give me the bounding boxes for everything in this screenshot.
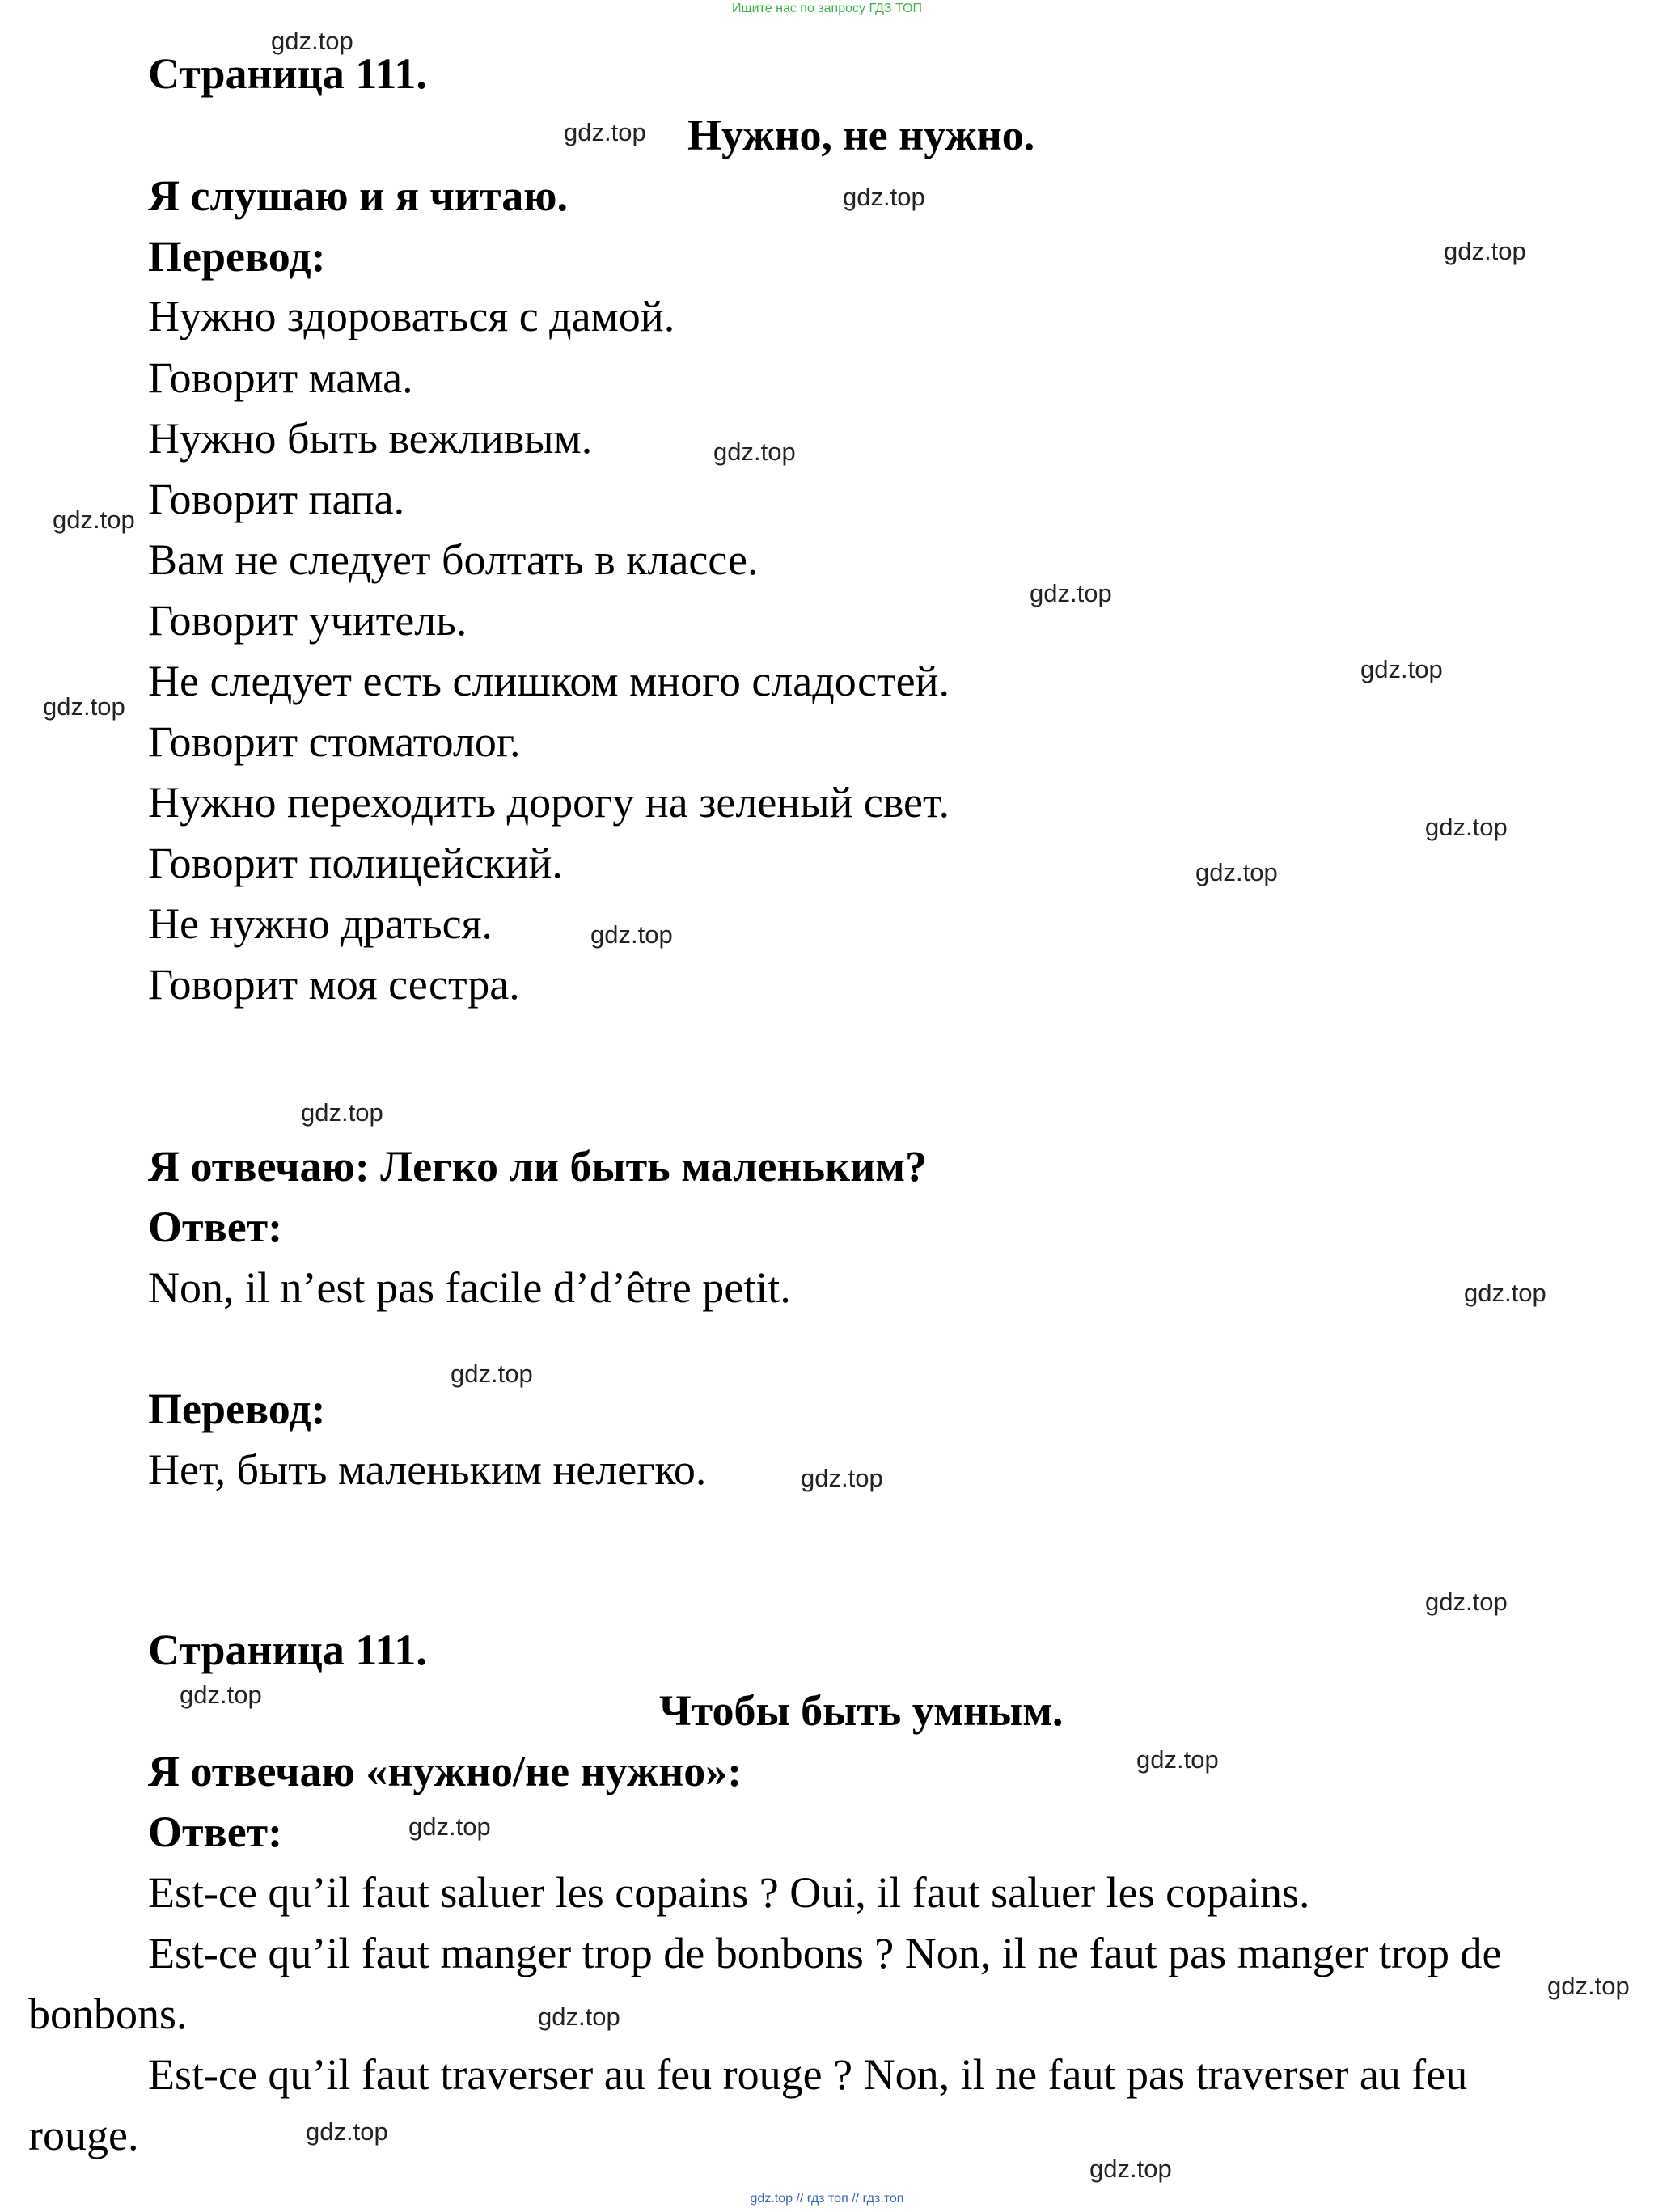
text-line: Говорит учитель. [148,596,467,645]
translation-label: Перевод: [148,232,326,281]
text-line: Говорит мама. [148,353,413,402]
subheading: Я отвечаю «нужно/не нужно»: [148,1747,742,1795]
watermark: gdz.top [713,438,796,466]
watermark: gdz.top [271,27,353,55]
subheading: Я слушаю и я читаю. [148,171,568,220]
watermark: gdz.top [1425,813,1508,841]
question-heading: Я отвечаю: Легко ли быть маленьким? [148,1142,928,1191]
text-line: Вам не следует болтать в классе. [148,535,759,584]
text-line: Говорит стоматолог. [148,717,521,766]
watermark: gdz.top [1030,579,1112,607]
page-heading: Страница 111. [148,49,427,98]
text-line: Нужно переходить дорогу на зеленый свет. [148,778,950,827]
section-title: Чтобы быть умным. [659,1686,1064,1735]
page-heading: Страница 111. [148,1626,427,1674]
text-line: Est-ce qu’il faut manger trop de bonbons ? Non, il ne faut pas manger trop de [148,1929,1502,1977]
watermark: gdz.top [1089,2155,1172,2183]
answer-text: Non, il n’est pas facile d’d’être petit. [148,1263,791,1312]
section-title: Нужно, не нужно. [687,111,1035,159]
watermark: gdz.top [801,1464,883,1492]
translation-label: Перевод: [148,1385,326,1433]
translation-text: Нет, быть маленьким нелегко. [148,1445,707,1494]
watermark: gdz.top [1464,1279,1546,1307]
watermark: gdz.top [538,2003,620,2031]
text-line: Говорит полицейский. [148,839,563,887]
watermark: gdz.top [301,1098,383,1127]
watermark: gdz.top [1136,1745,1219,1774]
watermark: gdz.top [408,1812,491,1841]
text-line: Говорит папа. [148,475,405,523]
text-line: Говорит моя сестра. [148,960,520,1009]
footer-links: gdz.top // гдз топ // гдз.топ [750,2192,904,2206]
watermark: gdz.top [564,118,646,146]
watermark: gdz.top [53,505,135,534]
text-line: Est-ce qu’il faut saluer les copains ? Oui, il faut saluer les copains. [148,1868,1310,1917]
watermark: gdz.top [590,920,673,949]
watermark: gdz.top [1444,237,1526,265]
answer-label: Ответ: [148,1808,283,1856]
text-line: Не следует есть слишком много сладостей. [148,657,950,705]
text-line: rouge. [28,2111,139,2159]
text-line: Не нужно драться. [148,899,493,948]
watermark: gdz.top [451,1360,533,1388]
text-line: bonbons. [28,1990,188,2038]
text-line: Est-ce qu’il faut traverser au feu rouge ? Non, il ne faut pas traverser au feu [148,2050,1468,2099]
watermark: gdz.top [180,1681,262,1709]
text-line: Нужно быть вежливым. [148,414,593,463]
watermark: gdz.top [1360,655,1443,683]
top-banner: Ищите нас по запросу ГДЗ ТОП [732,2,922,15]
watermark: gdz.top [1547,1972,1630,2000]
text-line: Нужно здороваться с дамой. [148,292,675,340]
watermark: gdz.top [306,2117,388,2146]
watermark: gdz.top [1195,858,1278,886]
answer-label: Ответ: [148,1203,283,1251]
watermark: gdz.top [1425,1588,1508,1616]
watermark: gdz.top [43,692,125,721]
watermark: gdz.top [843,183,925,211]
